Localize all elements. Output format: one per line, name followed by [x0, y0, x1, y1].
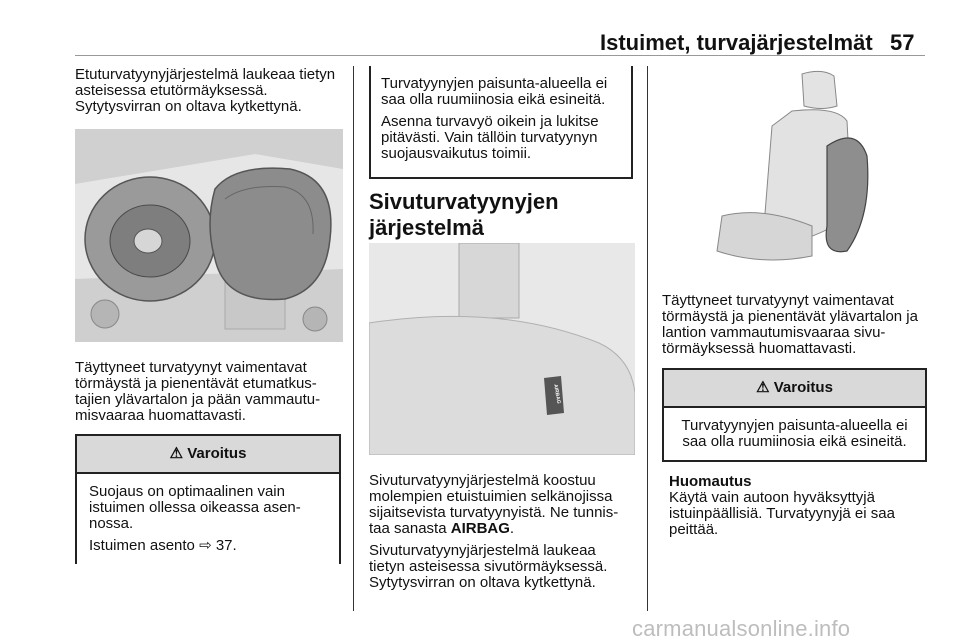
front-airbags-drawing — [75, 129, 343, 342]
col2-warning-continuation — [369, 66, 633, 179]
col3-warning-body — [664, 408, 925, 466]
col1-warning-body — [77, 474, 339, 570]
col2-body1 — [369, 473, 635, 537]
warning-triangle-icon: ⚠ — [169, 445, 184, 462]
col1-intro — [75, 67, 343, 121]
seat-label-drawing — [369, 243, 635, 455]
col2-body — [369, 473, 635, 597]
front-airbags-illustration — [75, 129, 343, 342]
col2-body1-bold: AIRBAG — [450, 520, 510, 537]
col2-box-p2: Asenna turvavyö oikein ja lukitse pitävästi. Vain tällöin turvatyynyn suojausvaikutus toimii. — [381, 113, 599, 162]
col1-warning-header — [77, 436, 339, 474]
col2-body2: Sivuturvatyynyjärjestelmä laukeaa tietyn asteisessa sivutörmäyksessä. Sytytysvirran on oltava kytkettynä. — [369, 542, 608, 591]
col3-warning-header — [664, 370, 925, 408]
seat-airbag-label-illustration — [369, 243, 635, 455]
page-number: 57 — [890, 30, 915, 55]
col3-warning-title: Varoitus — [773, 379, 833, 396]
col3-warning-p1: Turvatyynyjen paisunta-alueella ei saa olla ruumiinosia eikä esineitä. — [681, 417, 908, 450]
column-divider-2 — [647, 66, 648, 611]
col2-body1-pre: Sivuturvatyynyjärjestelmä koostuu molempien etuistuimien selkänojissa sijaitsevista turvatyynyistä. Ne tunnis-taa sanasta — [369, 472, 619, 537]
col1-warning-p1: Suojaus on optimaalinen vain istuimen ollessa oikeassa asen-nossa. — [89, 483, 301, 532]
col1-caption — [75, 360, 343, 430]
header-rule — [75, 55, 925, 56]
watermark: carmanualsonline.info — [632, 616, 851, 641]
note-text: Käytä vain autoon hyväksyttyjä istuinpäällisiä. Turvatyynyjä ei saa peittää. — [669, 489, 895, 538]
side-airbag-drawing — [662, 66, 927, 279]
col3-warning-box — [662, 368, 927, 462]
col1-warning-p2-ref: 37. — [215, 537, 237, 554]
col2-body1-post: . — [509, 520, 515, 537]
section-title: Sivuturvatyynyjen järjestelmä — [369, 189, 559, 240]
col2-box-p1: Turvatyynyjen paisunta-alueella ei saa olla ruumiinosia eikä esineitä. — [381, 75, 608, 108]
side-airbag-seat-illustration — [662, 66, 927, 279]
page-ref-arrow-icon: ⇨ — [199, 537, 212, 554]
page-header-title: Istuimet, turvajärjestelmät — [600, 30, 873, 55]
col3-note — [669, 474, 924, 538]
col1-intro-text: Etuturvatyynyjärjestelmä laukeaa tietyn asteisessa etutörmäyksessä. Sytytysvirran on oltava kytkettynä. — [75, 66, 336, 115]
col3-caption-text: Täyttyneet turvatyynyt vaimentavat törmäystä ja pienentävät ylävartalon ja lantion vammautumisvaaraa sivu-törmäyksessä huomattavasti. — [662, 292, 918, 357]
note-label: Huomautus — [669, 473, 752, 490]
col1-warning-title: Varoitus — [187, 445, 247, 462]
col1-warning-box — [75, 434, 341, 564]
col1-warning-p2 — [89, 538, 327, 554]
col1-warning-p2-text: Istuimen asento — [89, 537, 195, 554]
col1-caption-text: Täyttyneet turvatyynyt vaimentavat törmäystä ja pienentävät etumatkus-tajien ylävartalon ja pään vammautu-misvaaraa huomattavasti. — [75, 359, 321, 424]
airbag-tag-label: AIRBAG — [552, 383, 562, 405]
col3-caption — [662, 293, 927, 363]
warning-triangle-icon: ⚠ — [756, 379, 770, 396]
column-divider-1 — [353, 66, 354, 611]
